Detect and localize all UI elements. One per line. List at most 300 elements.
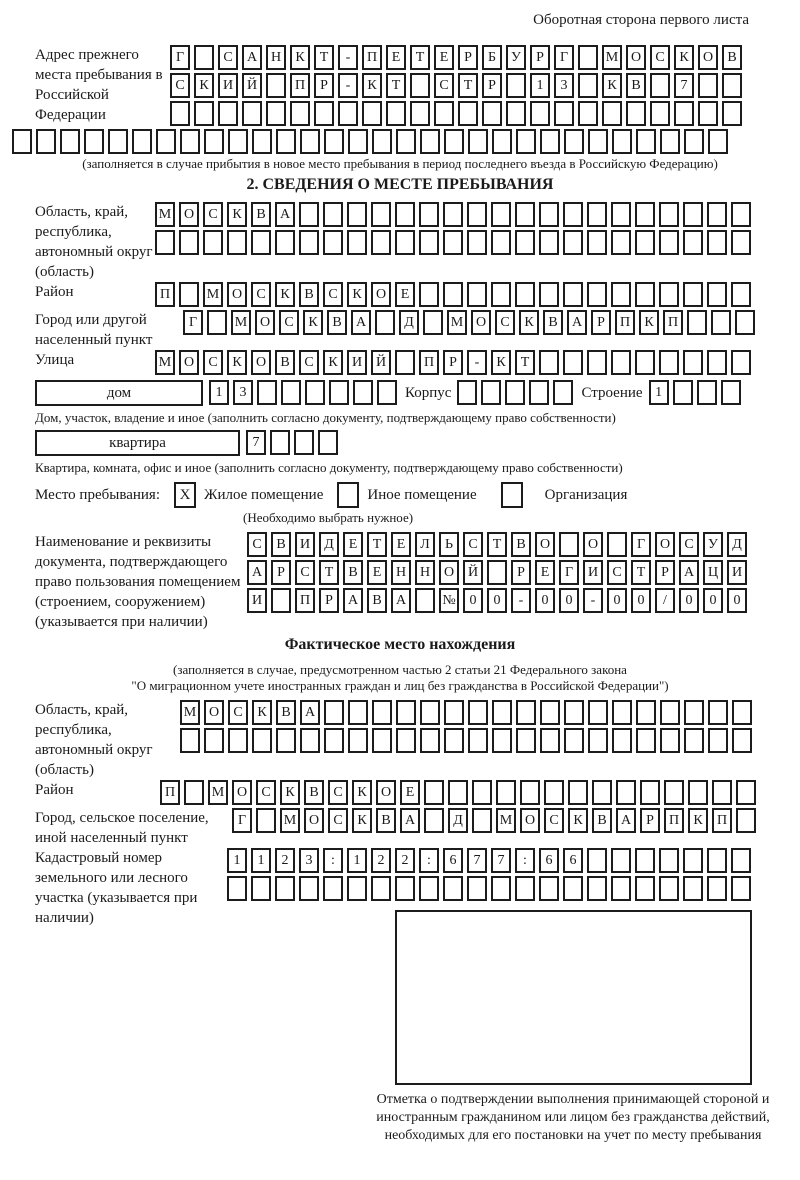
char-cell[interactable]: М: [280, 808, 300, 833]
char-cell[interactable]: С: [650, 45, 670, 70]
char-cell[interactable]: Р: [511, 560, 531, 585]
char-cell[interactable]: 1: [227, 848, 247, 873]
char-cell[interactable]: М: [231, 310, 251, 335]
char-cell[interactable]: С: [203, 202, 223, 227]
char-cell[interactable]: [275, 876, 295, 901]
char-cell[interactable]: [251, 230, 271, 255]
char-cell[interactable]: [659, 350, 679, 375]
char-cell[interactable]: 1: [251, 848, 271, 873]
char-cell[interactable]: [707, 282, 727, 307]
char-cell[interactable]: С: [251, 282, 271, 307]
char-cell[interactable]: Р: [530, 45, 550, 70]
char-cell[interactable]: Р: [271, 560, 291, 585]
char-cell[interactable]: [711, 310, 731, 335]
char-cell[interactable]: К: [568, 808, 588, 833]
char-cell[interactable]: К: [252, 700, 272, 725]
char-cell[interactable]: И: [218, 73, 238, 98]
char-cell[interactable]: И: [583, 560, 603, 585]
char-cell[interactable]: О: [232, 780, 252, 805]
char-cell[interactable]: -: [467, 350, 487, 375]
char-cell[interactable]: [612, 700, 632, 725]
char-cell[interactable]: [362, 101, 382, 126]
char-cell[interactable]: [132, 129, 152, 154]
char-cell[interactable]: Е: [535, 560, 555, 585]
char-cell[interactable]: Т: [458, 73, 478, 98]
char-cell[interactable]: Р: [443, 350, 463, 375]
char-cell[interactable]: [491, 230, 511, 255]
char-cell[interactable]: [707, 202, 727, 227]
char-cell[interactable]: [324, 129, 344, 154]
char-cell[interactable]: В: [592, 808, 612, 833]
char-cell[interactable]: [371, 202, 391, 227]
char-cell[interactable]: [553, 380, 573, 405]
char-cell[interactable]: С: [328, 808, 348, 833]
char-cell[interactable]: [659, 282, 679, 307]
char-cell[interactable]: [347, 230, 367, 255]
char-cell[interactable]: [698, 73, 718, 98]
char-cell[interactable]: П: [419, 350, 439, 375]
char-cell[interactable]: С: [679, 532, 699, 557]
char-cell[interactable]: [424, 808, 444, 833]
char-cell[interactable]: [539, 202, 559, 227]
char-cell[interactable]: [659, 848, 679, 873]
char-cell[interactable]: [563, 350, 583, 375]
char-cell[interactable]: К: [688, 808, 708, 833]
char-cell[interactable]: 0: [607, 588, 627, 613]
char-cell[interactable]: К: [194, 73, 214, 98]
char-cell[interactable]: [687, 310, 707, 335]
char-cell[interactable]: [736, 808, 756, 833]
char-cell[interactable]: У: [703, 532, 723, 557]
char-cell[interactable]: Т: [410, 45, 430, 70]
char-cell[interactable]: А: [567, 310, 587, 335]
char-cell[interactable]: [563, 230, 583, 255]
char-cell[interactable]: [578, 101, 598, 126]
char-cell[interactable]: [731, 848, 751, 873]
char-cell[interactable]: [395, 350, 415, 375]
char-cell[interactable]: В: [343, 560, 363, 585]
char-cell[interactable]: В: [251, 202, 271, 227]
char-cell[interactable]: [506, 101, 526, 126]
char-cell[interactable]: К: [639, 310, 659, 335]
char-cell[interactable]: [684, 129, 704, 154]
char-cell[interactable]: [467, 202, 487, 227]
char-cell[interactable]: [731, 282, 751, 307]
char-cell[interactable]: [731, 876, 751, 901]
char-cell[interactable]: [419, 202, 439, 227]
char-cell[interactable]: А: [400, 808, 420, 833]
char-cell[interactable]: В: [367, 588, 387, 613]
char-cell[interactable]: [635, 876, 655, 901]
char-cell[interactable]: 0: [535, 588, 555, 613]
char-cell[interactable]: [481, 380, 501, 405]
checkbox-zhiloe[interactable]: X: [174, 482, 196, 508]
checkbox-inoe[interactable]: [337, 482, 359, 508]
char-cell[interactable]: [635, 230, 655, 255]
char-cell[interactable]: [300, 728, 320, 753]
char-cell[interactable]: Й: [463, 560, 483, 585]
char-cell[interactable]: [602, 101, 622, 126]
char-cell[interactable]: Е: [391, 532, 411, 557]
char-cell[interactable]: О: [535, 532, 555, 557]
char-cell[interactable]: [505, 380, 525, 405]
checkbox-organizatsiya[interactable]: [501, 482, 523, 508]
char-cell[interactable]: 0: [727, 588, 747, 613]
char-cell[interactable]: Т: [515, 350, 535, 375]
char-cell[interactable]: И: [347, 350, 367, 375]
char-cell[interactable]: -: [338, 45, 358, 70]
char-cell[interactable]: 0: [463, 588, 483, 613]
char-cell[interactable]: А: [300, 700, 320, 725]
char-cell[interactable]: [732, 728, 752, 753]
char-cell[interactable]: [707, 876, 727, 901]
char-cell[interactable]: К: [491, 350, 511, 375]
char-cell[interactable]: О: [179, 350, 199, 375]
char-cell[interactable]: В: [626, 73, 646, 98]
char-cell[interactable]: [395, 202, 415, 227]
char-cell[interactable]: [544, 780, 564, 805]
char-cell[interactable]: [563, 282, 583, 307]
char-cell[interactable]: С: [247, 532, 267, 557]
char-cell[interactable]: [275, 230, 295, 255]
char-cell[interactable]: К: [519, 310, 539, 335]
char-cell[interactable]: [371, 230, 391, 255]
char-cell[interactable]: [731, 202, 751, 227]
char-cell[interactable]: [587, 350, 607, 375]
char-cell[interactable]: [184, 780, 204, 805]
char-cell[interactable]: [266, 101, 286, 126]
char-cell[interactable]: -: [338, 73, 358, 98]
char-cell[interactable]: [708, 129, 728, 154]
char-cell[interactable]: О: [698, 45, 718, 70]
char-cell[interactable]: [395, 230, 415, 255]
char-cell[interactable]: Г: [170, 45, 190, 70]
char-cell[interactable]: 6: [563, 848, 583, 873]
char-cell[interactable]: [607, 532, 627, 557]
char-cell[interactable]: [683, 350, 703, 375]
char-cell[interactable]: [697, 380, 717, 405]
char-cell[interactable]: [227, 876, 247, 901]
char-cell[interactable]: Н: [415, 560, 435, 585]
char-cell[interactable]: [180, 129, 200, 154]
char-cell[interactable]: К: [275, 282, 295, 307]
char-cell[interactable]: [444, 129, 464, 154]
char-cell[interactable]: [194, 101, 214, 126]
char-cell[interactable]: 0: [487, 588, 507, 613]
char-cell[interactable]: В: [722, 45, 742, 70]
char-cell[interactable]: [347, 876, 367, 901]
char-cell[interactable]: А: [247, 560, 267, 585]
char-cell[interactable]: [179, 282, 199, 307]
char-cell[interactable]: С: [218, 45, 238, 70]
char-cell[interactable]: [650, 73, 670, 98]
char-cell[interactable]: [444, 728, 464, 753]
char-cell[interactable]: Д: [319, 532, 339, 557]
char-cell[interactable]: Н: [266, 45, 286, 70]
char-cell[interactable]: [228, 728, 248, 753]
char-cell[interactable]: Г: [232, 808, 252, 833]
char-cell[interactable]: 7: [246, 430, 266, 455]
char-cell[interactable]: [457, 380, 477, 405]
char-cell[interactable]: [588, 129, 608, 154]
char-cell[interactable]: В: [376, 808, 396, 833]
char-cell[interactable]: А: [391, 588, 411, 613]
char-cell[interactable]: [708, 700, 728, 725]
char-cell[interactable]: [554, 101, 574, 126]
char-cell[interactable]: А: [275, 202, 295, 227]
char-cell[interactable]: Г: [183, 310, 203, 335]
char-cell[interactable]: Е: [386, 45, 406, 70]
char-cell[interactable]: [372, 700, 392, 725]
char-cell[interactable]: [611, 230, 631, 255]
char-cell[interactable]: О: [179, 202, 199, 227]
char-cell[interactable]: 0: [679, 588, 699, 613]
char-cell[interactable]: 1: [347, 848, 367, 873]
char-cell[interactable]: [251, 876, 271, 901]
char-cell[interactable]: [156, 129, 176, 154]
char-cell[interactable]: 0: [703, 588, 723, 613]
char-cell[interactable]: [640, 780, 660, 805]
char-cell[interactable]: [482, 101, 502, 126]
char-cell[interactable]: 3: [554, 73, 574, 98]
char-cell[interactable]: [242, 101, 262, 126]
char-cell[interactable]: А: [343, 588, 363, 613]
char-cell[interactable]: [731, 230, 751, 255]
char-cell[interactable]: [674, 101, 694, 126]
char-cell[interactable]: [564, 129, 584, 154]
char-cell[interactable]: :: [515, 848, 535, 873]
char-cell[interactable]: [539, 350, 559, 375]
char-cell[interactable]: [323, 876, 343, 901]
char-cell[interactable]: А: [679, 560, 699, 585]
char-cell[interactable]: [516, 728, 536, 753]
char-cell[interactable]: [423, 310, 443, 335]
char-cell[interactable]: К: [280, 780, 300, 805]
char-cell[interactable]: [588, 700, 608, 725]
char-cell[interactable]: С: [328, 780, 348, 805]
char-cell[interactable]: П: [155, 282, 175, 307]
char-cell[interactable]: [539, 282, 559, 307]
char-cell[interactable]: [300, 129, 320, 154]
char-cell[interactable]: [735, 310, 755, 335]
char-cell[interactable]: [540, 728, 560, 753]
char-cell[interactable]: [563, 876, 583, 901]
char-cell[interactable]: [419, 282, 439, 307]
char-cell[interactable]: [650, 101, 670, 126]
char-cell[interactable]: [515, 282, 535, 307]
char-cell[interactable]: [467, 282, 487, 307]
char-cell[interactable]: Р: [314, 73, 334, 98]
char-cell[interactable]: [179, 230, 199, 255]
char-cell[interactable]: [420, 728, 440, 753]
char-cell[interactable]: [372, 728, 392, 753]
char-cell[interactable]: [659, 876, 679, 901]
char-cell[interactable]: В: [271, 532, 291, 557]
char-cell[interactable]: 1: [649, 380, 669, 405]
char-cell[interactable]: [707, 848, 727, 873]
char-cell[interactable]: [84, 129, 104, 154]
char-cell[interactable]: [683, 230, 703, 255]
char-cell[interactable]: [227, 230, 247, 255]
char-cell[interactable]: [568, 780, 588, 805]
char-cell[interactable]: О: [255, 310, 275, 335]
char-cell[interactable]: С: [228, 700, 248, 725]
char-cell[interactable]: [611, 282, 631, 307]
char-cell[interactable]: Е: [343, 532, 363, 557]
char-cell[interactable]: [712, 780, 732, 805]
char-cell[interactable]: [468, 728, 488, 753]
char-cell[interactable]: [578, 45, 598, 70]
char-cell[interactable]: [520, 780, 540, 805]
char-cell[interactable]: [467, 876, 487, 901]
char-cell[interactable]: [564, 700, 584, 725]
char-cell[interactable]: [492, 728, 512, 753]
char-cell[interactable]: [660, 700, 680, 725]
char-cell[interactable]: [228, 129, 248, 154]
char-cell[interactable]: О: [583, 532, 603, 557]
char-cell[interactable]: О: [471, 310, 491, 335]
char-cell[interactable]: Р: [319, 588, 339, 613]
char-cell[interactable]: [732, 700, 752, 725]
char-cell[interactable]: Е: [395, 282, 415, 307]
char-cell[interactable]: И: [295, 532, 315, 557]
char-cell[interactable]: :: [419, 848, 439, 873]
char-cell[interactable]: [420, 129, 440, 154]
char-cell[interactable]: М: [208, 780, 228, 805]
char-cell[interactable]: В: [543, 310, 563, 335]
char-cell[interactable]: -: [583, 588, 603, 613]
char-cell[interactable]: [491, 876, 511, 901]
char-cell[interactable]: [673, 380, 693, 405]
char-cell[interactable]: [170, 101, 190, 126]
char-cell[interactable]: [396, 728, 416, 753]
char-cell[interactable]: [708, 728, 728, 753]
char-cell[interactable]: К: [227, 202, 247, 227]
char-cell[interactable]: Р: [458, 45, 478, 70]
char-cell[interactable]: [587, 202, 607, 227]
char-cell[interactable]: /: [655, 588, 675, 613]
char-cell[interactable]: [707, 230, 727, 255]
char-cell[interactable]: С: [544, 808, 564, 833]
char-cell[interactable]: [540, 700, 560, 725]
char-cell[interactable]: С: [203, 350, 223, 375]
char-cell[interactable]: С: [434, 73, 454, 98]
char-cell[interactable]: [448, 780, 468, 805]
char-cell[interactable]: П: [295, 588, 315, 613]
char-cell[interactable]: [468, 129, 488, 154]
char-cell[interactable]: А: [351, 310, 371, 335]
char-cell[interactable]: С: [323, 282, 343, 307]
char-cell[interactable]: [636, 700, 656, 725]
char-cell[interactable]: 2: [275, 848, 295, 873]
char-cell[interactable]: К: [352, 780, 372, 805]
char-cell[interactable]: К: [290, 45, 310, 70]
char-cell[interactable]: [323, 202, 343, 227]
char-cell[interactable]: [294, 430, 314, 455]
char-cell[interactable]: К: [352, 808, 372, 833]
char-cell[interactable]: [684, 728, 704, 753]
char-cell[interactable]: [318, 430, 338, 455]
char-cell[interactable]: О: [304, 808, 324, 833]
char-cell[interactable]: Е: [434, 45, 454, 70]
char-cell[interactable]: [314, 101, 334, 126]
char-cell[interactable]: [353, 380, 373, 405]
char-cell[interactable]: [372, 129, 392, 154]
char-cell[interactable]: [276, 129, 296, 154]
char-cell[interactable]: 6: [443, 848, 463, 873]
char-cell[interactable]: [636, 129, 656, 154]
char-cell[interactable]: О: [626, 45, 646, 70]
char-cell[interactable]: Г: [554, 45, 574, 70]
char-cell[interactable]: [635, 282, 655, 307]
char-cell[interactable]: [529, 380, 549, 405]
char-cell[interactable]: [540, 129, 560, 154]
char-cell[interactable]: [424, 780, 444, 805]
char-cell[interactable]: [443, 202, 463, 227]
char-cell[interactable]: 1: [209, 380, 229, 405]
char-cell[interactable]: [324, 728, 344, 753]
char-cell[interactable]: [257, 380, 277, 405]
char-cell[interactable]: [516, 700, 536, 725]
char-cell[interactable]: Р: [655, 560, 675, 585]
char-cell[interactable]: [683, 876, 703, 901]
char-cell[interactable]: [419, 876, 439, 901]
char-cell[interactable]: [611, 848, 631, 873]
char-cell[interactable]: [496, 780, 516, 805]
char-cell[interactable]: [492, 700, 512, 725]
char-cell[interactable]: [587, 848, 607, 873]
char-cell[interactable]: [443, 230, 463, 255]
char-cell[interactable]: С: [279, 310, 299, 335]
char-cell[interactable]: [410, 101, 430, 126]
char-cell[interactable]: 3: [299, 848, 319, 873]
char-cell[interactable]: [698, 101, 718, 126]
char-cell[interactable]: Ц: [703, 560, 723, 585]
char-cell[interactable]: [371, 876, 391, 901]
char-cell[interactable]: Ь: [439, 532, 459, 557]
char-cell[interactable]: В: [299, 282, 319, 307]
char-cell[interactable]: М: [155, 350, 175, 375]
char-cell[interactable]: [204, 728, 224, 753]
char-cell[interactable]: О: [371, 282, 391, 307]
char-cell[interactable]: М: [180, 700, 200, 725]
char-cell[interactable]: Р: [482, 73, 502, 98]
char-cell[interactable]: [660, 728, 680, 753]
char-cell[interactable]: [377, 380, 397, 405]
char-cell[interactable]: [515, 876, 535, 901]
char-cell[interactable]: Т: [386, 73, 406, 98]
char-cell[interactable]: С: [295, 560, 315, 585]
char-cell[interactable]: Т: [367, 532, 387, 557]
char-cell[interactable]: [395, 876, 415, 901]
char-cell[interactable]: [324, 700, 344, 725]
char-cell[interactable]: [458, 101, 478, 126]
char-cell[interactable]: К: [323, 350, 343, 375]
char-cell[interactable]: [636, 728, 656, 753]
char-cell[interactable]: [443, 876, 463, 901]
char-cell[interactable]: [108, 129, 128, 154]
char-cell[interactable]: Й: [371, 350, 391, 375]
char-cell[interactable]: [660, 129, 680, 154]
char-cell[interactable]: 2: [371, 848, 391, 873]
char-cell[interactable]: [271, 588, 291, 613]
char-cell[interactable]: Д: [399, 310, 419, 335]
char-cell[interactable]: [722, 101, 742, 126]
char-cell[interactable]: [683, 202, 703, 227]
char-cell[interactable]: О: [251, 350, 271, 375]
char-cell[interactable]: [736, 780, 756, 805]
char-cell[interactable]: [635, 350, 655, 375]
